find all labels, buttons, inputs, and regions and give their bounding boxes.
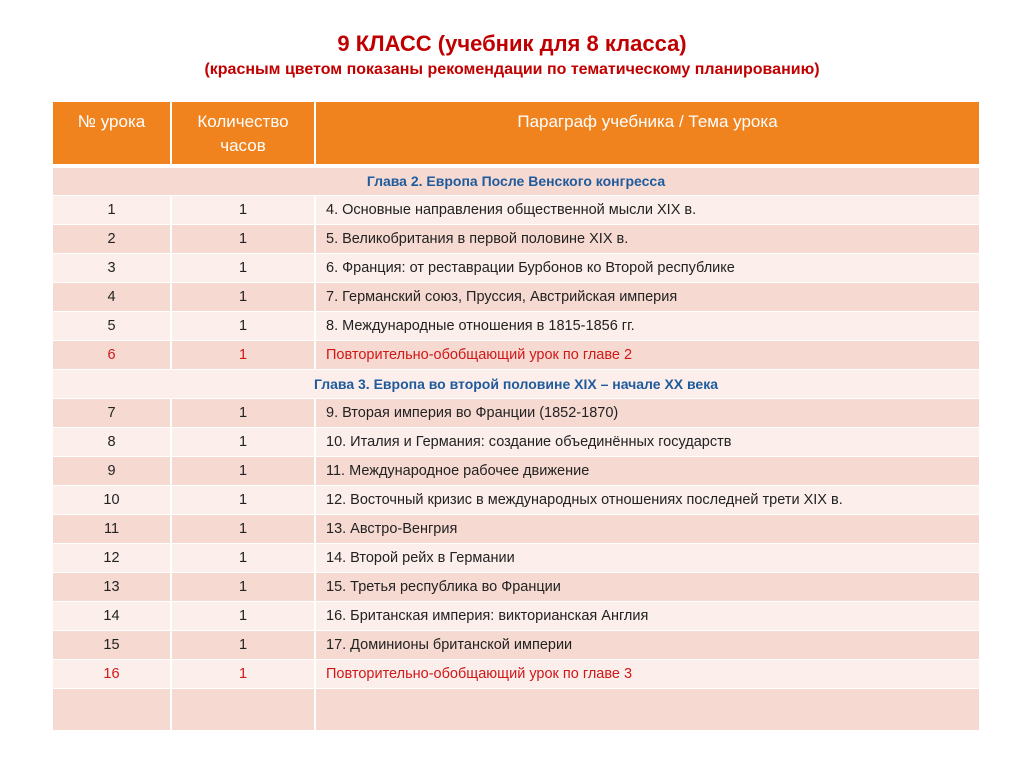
table-row [53,398,979,427]
header-hours-count: Количество часов [171,102,315,166]
lesson-topic: 13. Австро-Венгрия [315,514,979,543]
lesson-hours: 1 [171,398,315,427]
chapter-row [53,166,979,195]
review-lesson-row [53,659,979,688]
lesson-number: 10 [53,485,171,514]
review-lesson-row [53,340,979,369]
page-subtitle: (красным цветом показаны рекомендации по тематическому планированию) [204,61,820,78]
lesson-topic: 9. Вторая империя во Франции (1852-1870) [315,398,979,427]
lesson-hours: 1 [171,485,315,514]
lesson-topic: 15. Третья республика во Франции [315,572,979,601]
table-row [53,601,979,630]
table-row [53,427,979,456]
lesson-topic: 17. Доминионы британской империи [315,630,979,659]
lesson-hours: 1 [171,311,315,340]
lesson-hours: 1 [171,572,315,601]
lesson-hours: 1 [171,601,315,630]
table-row [53,282,979,311]
lesson-number: 6 [53,340,171,369]
lesson-number: 12 [53,543,171,572]
lesson-number: 1 [53,195,171,224]
lesson-number: 13 [53,572,171,601]
empty-cell [315,688,979,730]
lesson-number: 5 [53,311,171,340]
lesson-topic: 11. Международное рабочее движение [315,456,979,485]
lesson-number: 15 [53,630,171,659]
chapter-title: Глава 3. Европа во второй половине XIX – начале XX века [53,369,979,398]
lesson-plan-table [53,102,979,731]
lesson-hours: 1 [171,224,315,253]
table-row [53,485,979,514]
lesson-hours: 1 [171,253,315,282]
lesson-number: 8 [53,427,171,456]
lesson-number: 11 [53,514,171,543]
lesson-topic: 7. Германский союз, Пруссия, Австрийская империя [315,282,979,311]
lesson-topic: 16. Британская империя: викторианская Англия [315,601,979,630]
lesson-number: 4 [53,282,171,311]
lesson-topic: 6. Франция: от реставрации Бурбонов ко Второй республике [315,253,979,282]
lesson-number: 3 [53,253,171,282]
lesson-number: 14 [53,601,171,630]
lesson-topic: 12. Восточный кризис в международных отношениях последней трети XIX в. [315,485,979,514]
lesson-number: 16 [53,659,171,688]
lesson-topic: 14. Второй рейх в Германии [315,543,979,572]
lesson-hours: 1 [171,543,315,572]
lesson-topic: Повторительно-обобщающий урок по главе 3 [315,659,979,688]
table-body [53,166,979,730]
lesson-topic: 4. Основные направления общественной мысли XIX в. [315,195,979,224]
table-row [53,456,979,485]
lesson-topic: 8. Международные отношения в 1815-1856 гг. [315,311,979,340]
header-topic: Параграф учебника / Тема урока [315,102,979,166]
table-row [53,543,979,572]
lesson-topic: 10. Италия и Германия: создание объединённых государств [315,427,979,456]
table-row [53,311,979,340]
lesson-hours: 1 [171,195,315,224]
lesson-number: 2 [53,224,171,253]
empty-row [53,688,979,730]
lesson-topic: 5. Великобритания в первой половине XIX в. [315,224,979,253]
table-row [53,224,979,253]
table-row [53,195,979,224]
header-row [53,102,979,166]
page-title: 9 КЛАСС (учебник для 8 класса) [337,31,687,56]
chapter-title: Глава 2. Европа После Венского конгресса [53,166,979,195]
table-row [53,630,979,659]
chapter-row [53,369,979,398]
lesson-hours: 1 [171,659,315,688]
empty-cell [53,688,171,730]
lesson-hours: 1 [171,282,315,311]
lesson-hours: 1 [171,427,315,456]
lesson-hours: 1 [171,630,315,659]
lesson-hours: 1 [171,514,315,543]
table-row [53,253,979,282]
header-lesson-number: № урока [53,102,171,166]
table-row [53,572,979,601]
lesson-topic: Повторительно-обобщающий урок по главе 2 [315,340,979,369]
table-row [53,514,979,543]
lesson-hours: 1 [171,456,315,485]
table-header [53,102,979,166]
empty-cell [171,688,315,730]
lesson-number: 7 [53,398,171,427]
lesson-hours: 1 [171,340,315,369]
lesson-number: 9 [53,456,171,485]
